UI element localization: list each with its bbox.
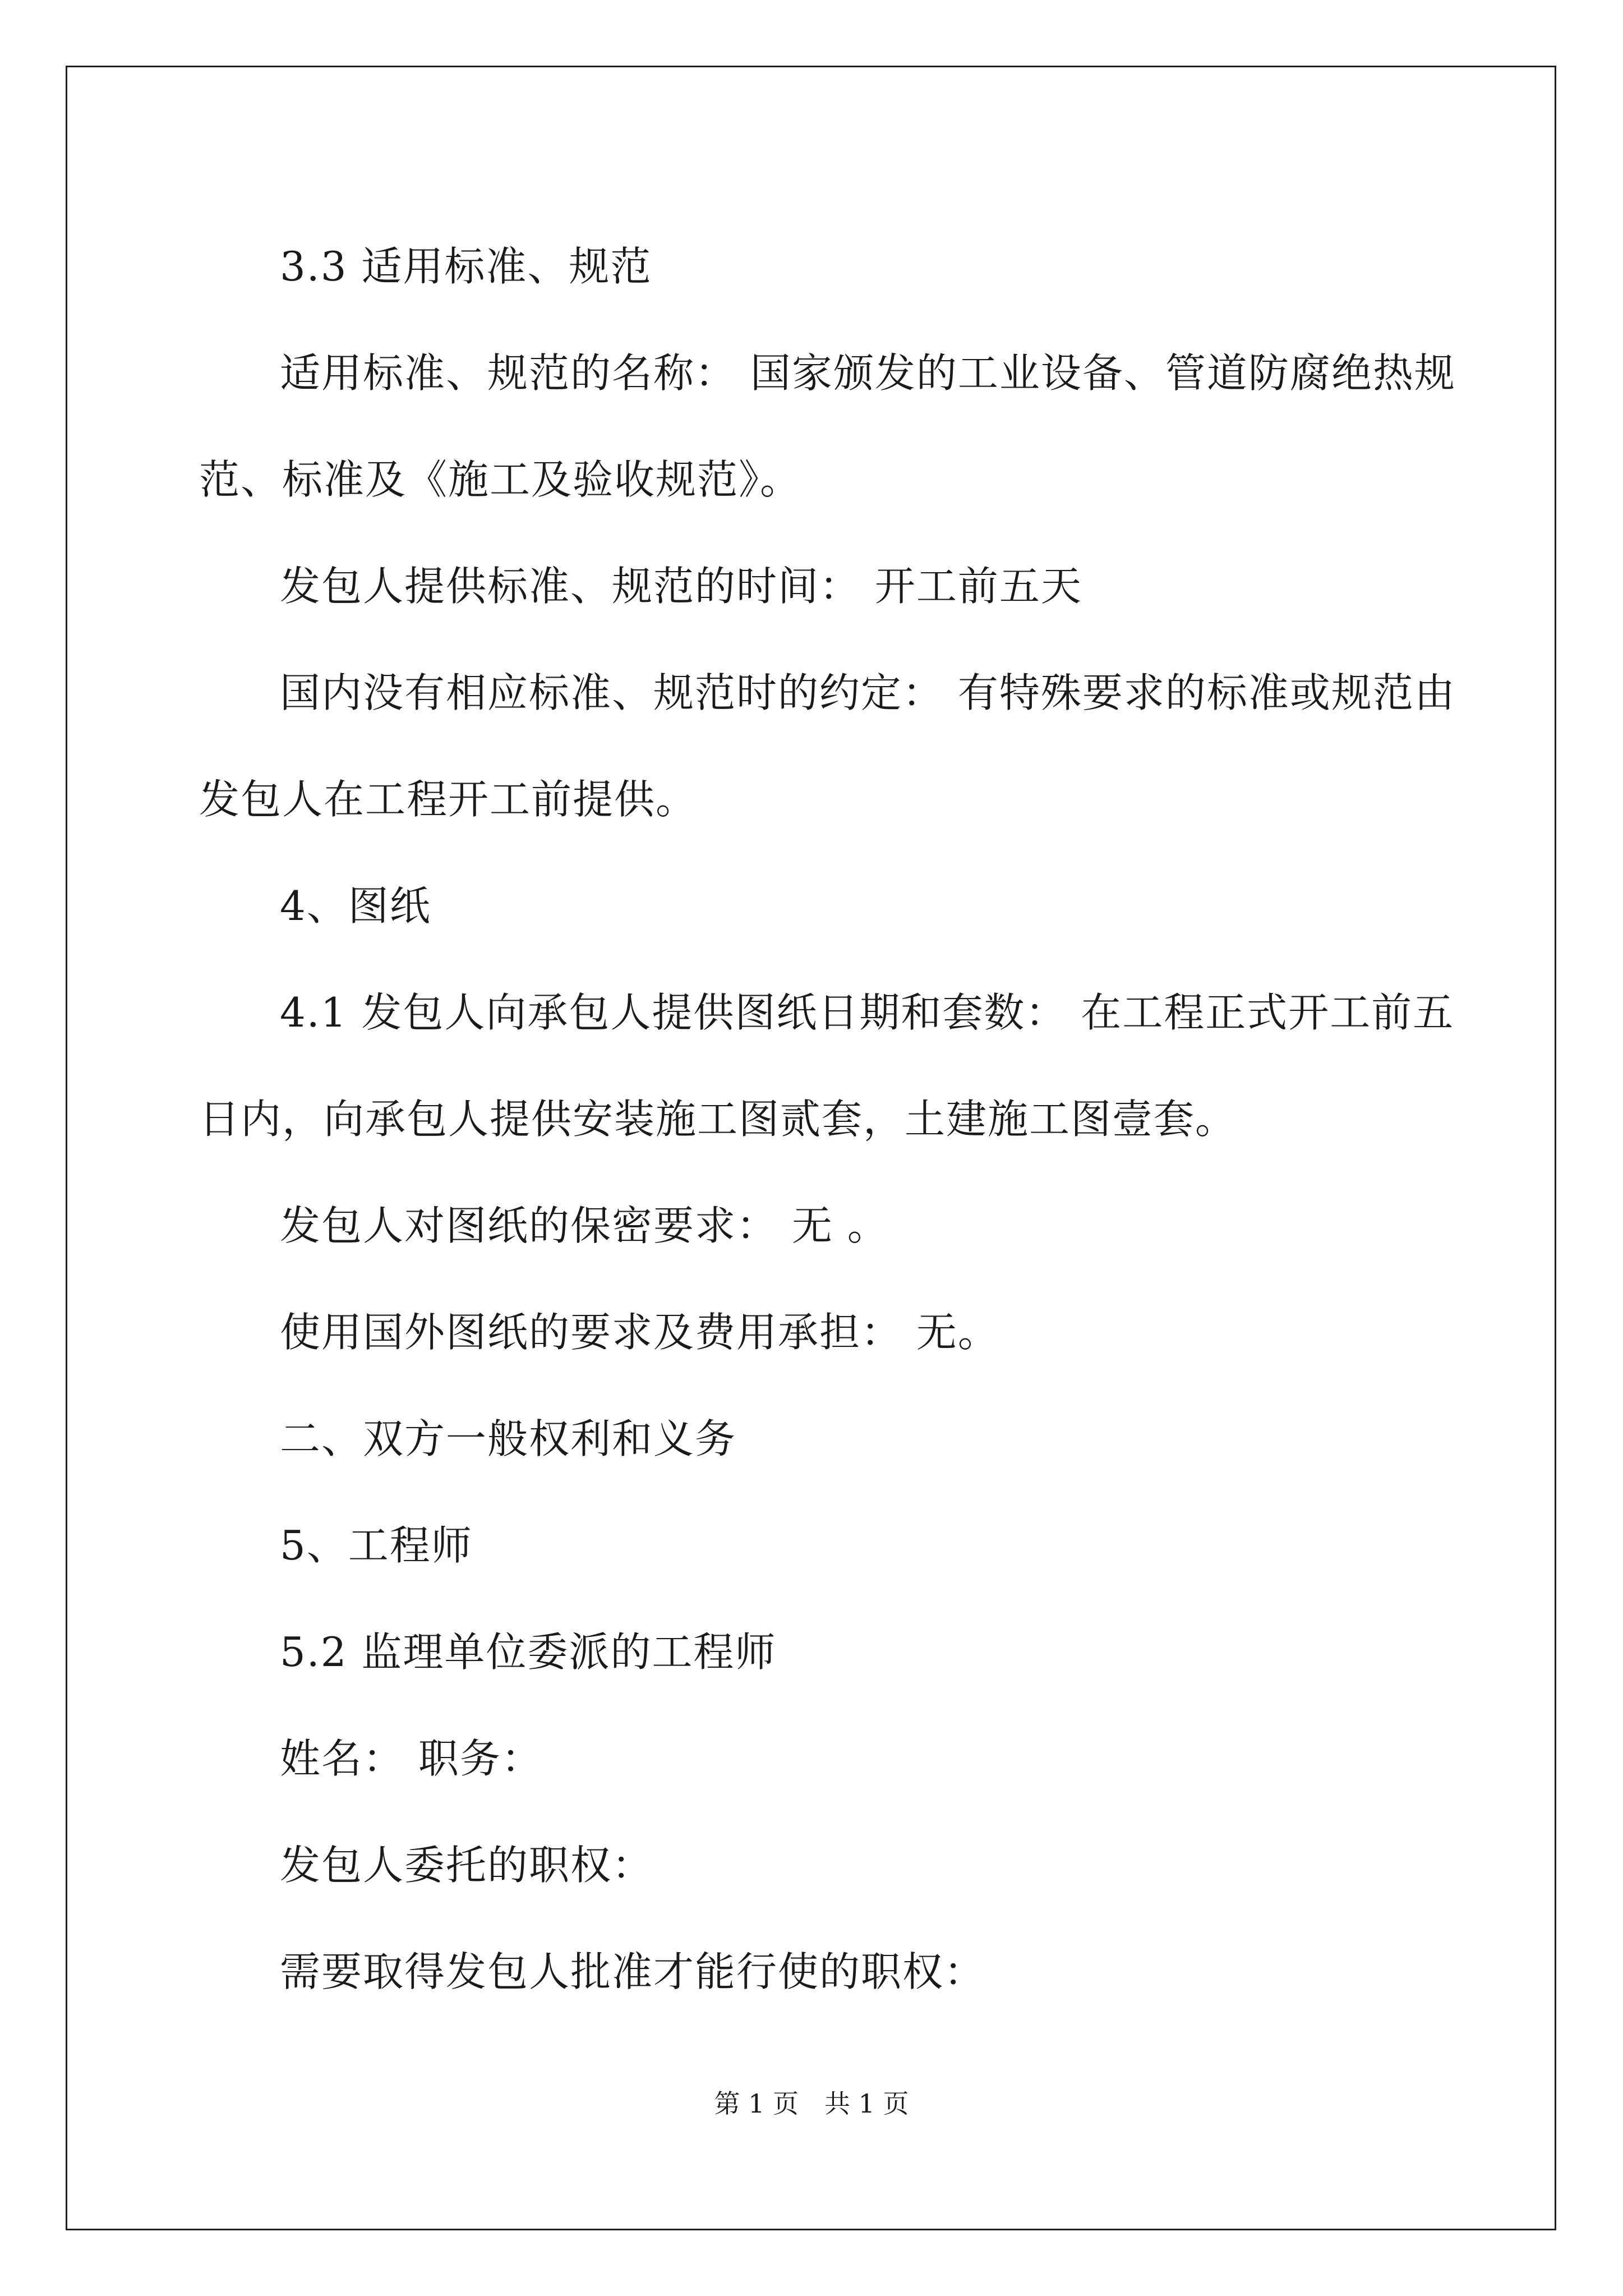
paragraph-line: 国内没有相应标准、规范时的约定： 有特殊要求的标准或规范由 [280,669,1456,716]
page-footer [0,2087,1623,2120]
paragraph-line: 范、标准及《施工及验收规范》。 [199,456,802,503]
paragraph-line: 需要取得发包人批准才能行使的职权： [280,1948,986,1995]
page-number: 第 1 页 [714,2088,799,2119]
paragraph-line: 日内，向承包人提供安装施工图贰套，土建施工图壹套。 [199,1096,1237,1143]
chapter-heading-2: 二、双方一般权利和义务 [280,1415,737,1462]
paragraph-line: 适用标准、规范的名称： 国家颁发的工业设备、管道防腐绝热规 [280,349,1456,397]
section-heading-5-2: 5.2 监理单位委派的工程师 [280,1628,777,1676]
section-heading-4: 4、图纸 [280,882,431,930]
paragraph-line: 发包人对图纸的保密要求： 无 。 [280,1202,889,1249]
section-heading-3-3: 3.3 适用标准、规范 [280,243,652,290]
paragraph-line: 使用国外图纸的要求及费用承担： 无。 [280,1309,999,1356]
document-body [199,213,1456,2025]
page-total: 共 1 页 [824,2088,909,2119]
paragraph-line: 发包人委托的职权： [280,1842,654,1889]
paragraph-line: 4.1 发包人向承包人提供图纸日期和套数： 在工程正式开工前五 [280,989,1455,1036]
paragraph-line: 姓名： 职务： [280,1735,543,1782]
section-heading-5: 5、工程师 [280,1522,473,1569]
paragraph-line: 发包人提供标准、规范的时间： 开工前五天 [280,563,1082,610]
paragraph-line: 发包人在工程开工前提供。 [199,776,698,823]
